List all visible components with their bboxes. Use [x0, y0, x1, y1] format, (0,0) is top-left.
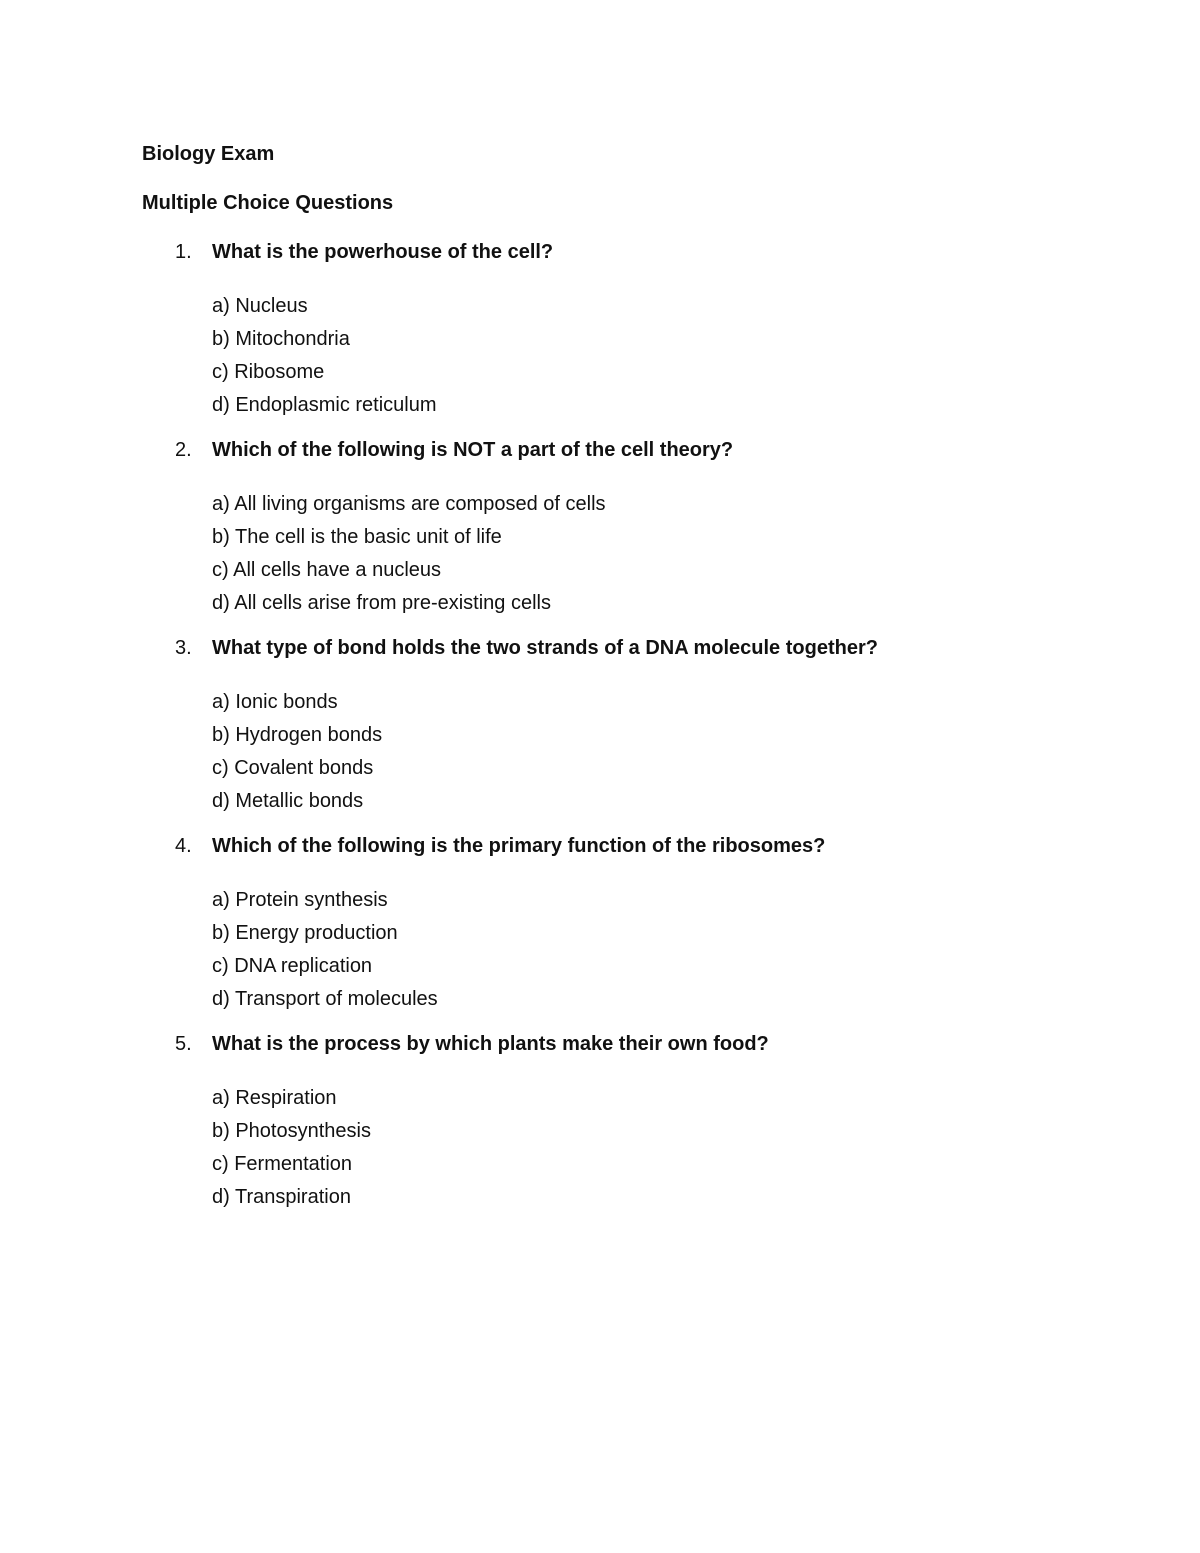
answer-option: c) All cells have a nucleus [212, 559, 442, 581]
answer-option: c) Fermentation [212, 1153, 353, 1175]
answer-options [212, 488, 606, 620]
question-number: 4. [175, 835, 192, 857]
question-item [0, 1033, 1200, 1231]
answer-option: b) Mitochondria [212, 328, 350, 350]
answer-options [212, 1082, 371, 1214]
question-item [0, 637, 1200, 835]
question-number: 5. [175, 1033, 192, 1055]
answer-option: a) Ionic bonds [212, 691, 338, 713]
answer-option: d) Transport of molecules [212, 988, 438, 1010]
answer-option: c) Covalent bonds [212, 757, 374, 779]
answer-option: a) Nucleus [212, 295, 308, 317]
question-item [0, 241, 1200, 439]
document-title: Biology Exam [142, 143, 275, 165]
section-title: Multiple Choice Questions [142, 192, 394, 214]
answer-option: a) Protein synthesis [212, 889, 388, 911]
question-number: 1. [175, 241, 192, 263]
answer-options [212, 884, 438, 1016]
question-text: What is the powerhouse of the cell? [212, 241, 554, 263]
question-number: 2. [175, 439, 192, 461]
question-number: 3. [175, 637, 192, 659]
question-text: What type of bond holds the two strands of a DNA molecule together? [212, 637, 878, 659]
question-text: Which of the following is the primary function of the ribosomes? [212, 835, 826, 857]
question-item [0, 835, 1200, 1033]
answer-option: d) Endoplasmic reticulum [212, 394, 437, 416]
question-text: Which of the following is NOT a part of the cell theory? [212, 439, 734, 461]
answer-option: c) Ribosome [212, 361, 325, 383]
answer-option: b) Energy production [212, 922, 398, 944]
question-item [0, 439, 1200, 637]
answer-option: a) All living organisms are composed of cells [212, 493, 606, 515]
answer-option: d) Transpiration [212, 1186, 351, 1208]
question-text: What is the process by which plants make their own food? [212, 1033, 769, 1055]
answer-options [212, 290, 437, 422]
answer-option: b) Hydrogen bonds [212, 724, 383, 746]
question-list [0, 241, 1200, 1231]
answer-option: d) Metallic bonds [212, 790, 364, 812]
answer-option: b) Photosynthesis [212, 1120, 371, 1142]
answer-option: c) DNA replication [212, 955, 373, 977]
answer-option: d) All cells arise from pre-existing cells [212, 592, 551, 614]
answer-option: a) Respiration [212, 1087, 337, 1109]
answer-options [212, 686, 382, 818]
answer-option: b) The cell is the basic unit of life [212, 526, 502, 548]
